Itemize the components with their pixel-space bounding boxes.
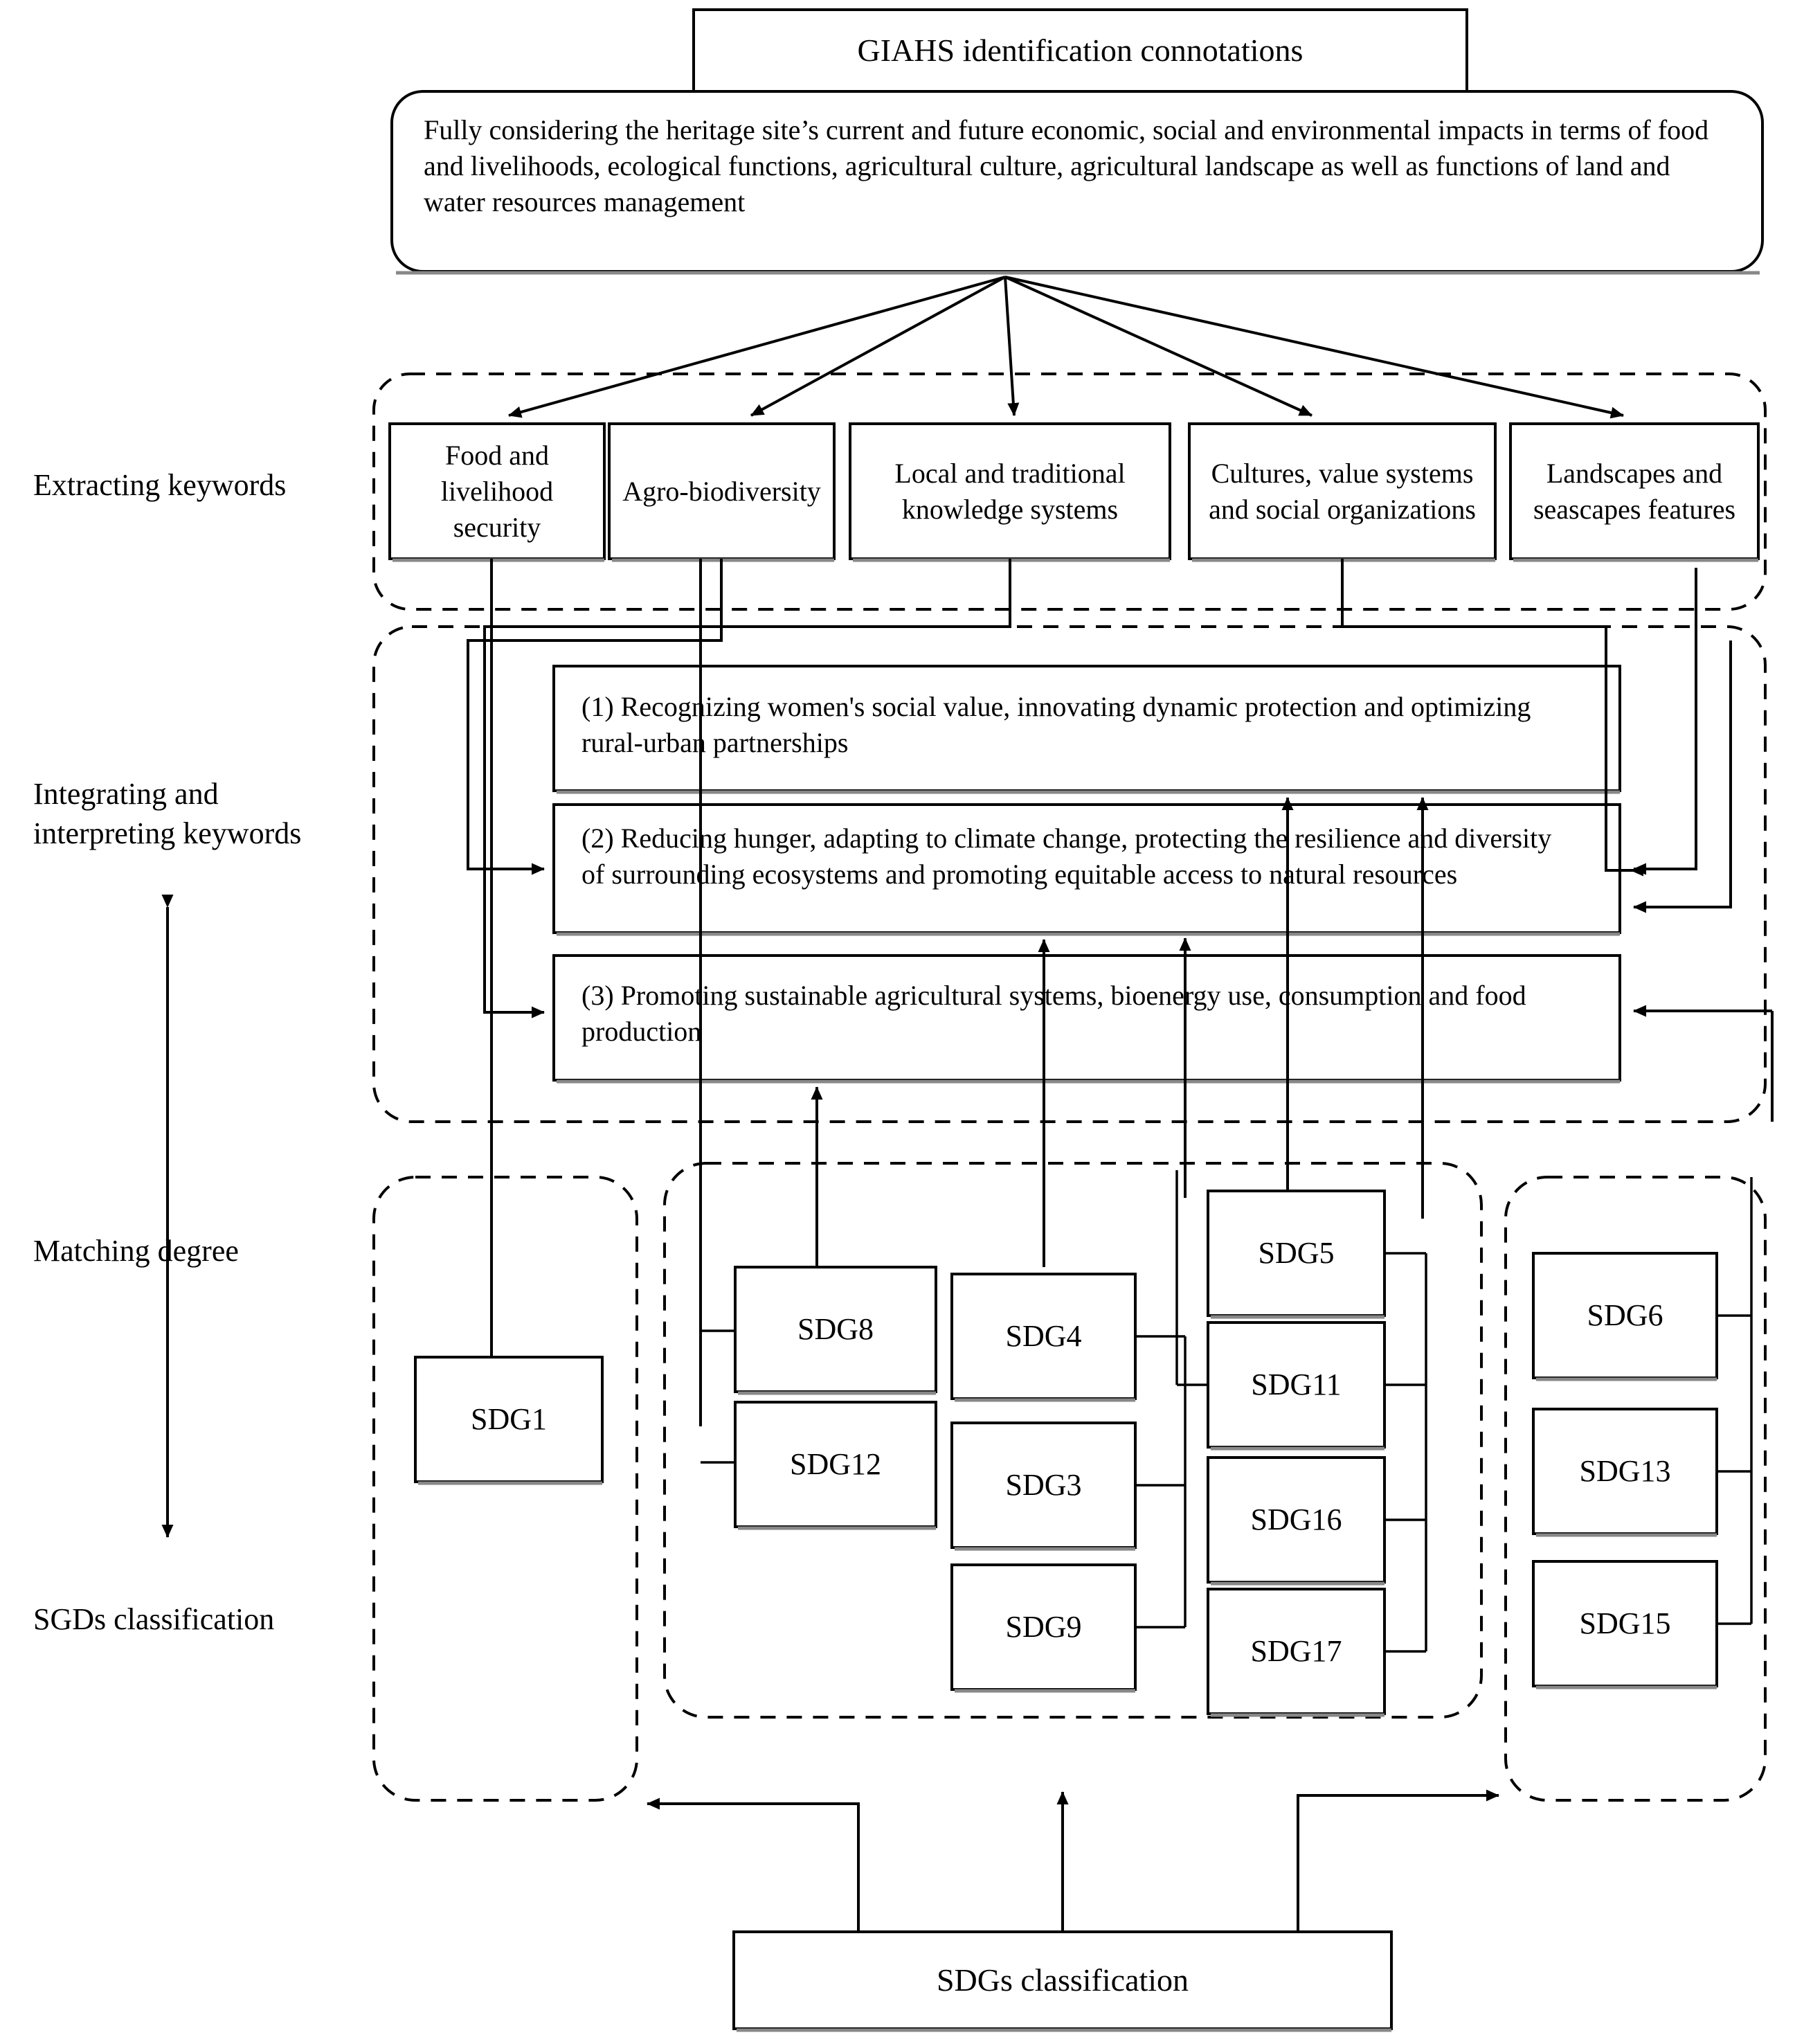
stage-label-extracting: Extracting keywords: [33, 468, 287, 502]
stage-label-sgds: SGDs classification: [33, 1602, 275, 1636]
sdg-box-sdg13: SDG13: [1579, 1454, 1671, 1489]
sdg-box-sdg5: SDG5: [1258, 1236, 1335, 1271]
stage-label-matching: Matching degree: [33, 1234, 239, 1268]
interpretation-box-1: (1) Recognizing women's social value, innovating dynamic protection and optimizing rural-urban partnerships: [581, 691, 1531, 758]
keyword-box-local-traditional-knowledge: Local and traditional knowledge systems: [894, 457, 1126, 525]
connotation-text: Fully considering the heritage site’s current and future economic, social and environmental impacts in terms of food and livelihoods, ecological functions, agricultural culture, agricultural landscape as well as functions of land and water resources management: [424, 114, 1709, 217]
interpretation-box-3: (3) Promoting sustainable agricultural systems, bioenergy use, consumption and food production: [581, 980, 1526, 1047]
connector-right-arrow-box3: [1634, 1011, 1772, 1122]
sdg-box-sdg11: SDG11: [1251, 1368, 1342, 1402]
sdg-box-sdg17: SDG17: [1250, 1634, 1342, 1669]
stage-label-integrating: Integrating and interpreting keywords: [33, 777, 302, 851]
sdg-box-sdg6: SDG6: [1587, 1298, 1663, 1333]
connector-fan-arrows: [509, 277, 1623, 415]
sdg-box-sdg3: SDG3: [1005, 1468, 1082, 1503]
sdg-box-sdg4: SDG4: [1005, 1319, 1082, 1354]
keyword-box-agro-biodiversity: Agro-biodiversity: [622, 475, 821, 507]
keyword-box-food-livelihood-security: Food and livelihood security: [440, 439, 554, 543]
connector-right-arrows-box2: [1634, 568, 1731, 907]
interpretation-box-2: (2) Reducing hunger, adapting to climate change, protecting the resilience and diversity of surrounding ecosystems and promoting equitable access to natural resources: [581, 823, 1552, 890]
sdg-box-sdg1: SDG1: [470, 1402, 548, 1437]
title-box-label: GIAHS identification connotations: [857, 33, 1304, 69]
sdg-box-sdg16: SDG16: [1250, 1503, 1342, 1537]
sdg-box-sdg8: SDG8: [797, 1312, 874, 1347]
group-sdg-left: [374, 1177, 637, 1800]
keyword-box-landscapes-seascapes: Landscapes and seascapes features: [1533, 457, 1736, 525]
sdg-box-sdg12: SDG12: [789, 1447, 882, 1482]
connector-bottom-distribution: [647, 1792, 1499, 1932]
bottom-box-label: SDGs classification: [936, 1962, 1189, 1998]
sdg-box-sdg15: SDG15: [1579, 1606, 1671, 1641]
sdg-box-sdg9: SDG9: [1005, 1610, 1082, 1644]
keyword-box-cultures-value-systems: Cultures, value systems and social organizations: [1209, 457, 1476, 525]
